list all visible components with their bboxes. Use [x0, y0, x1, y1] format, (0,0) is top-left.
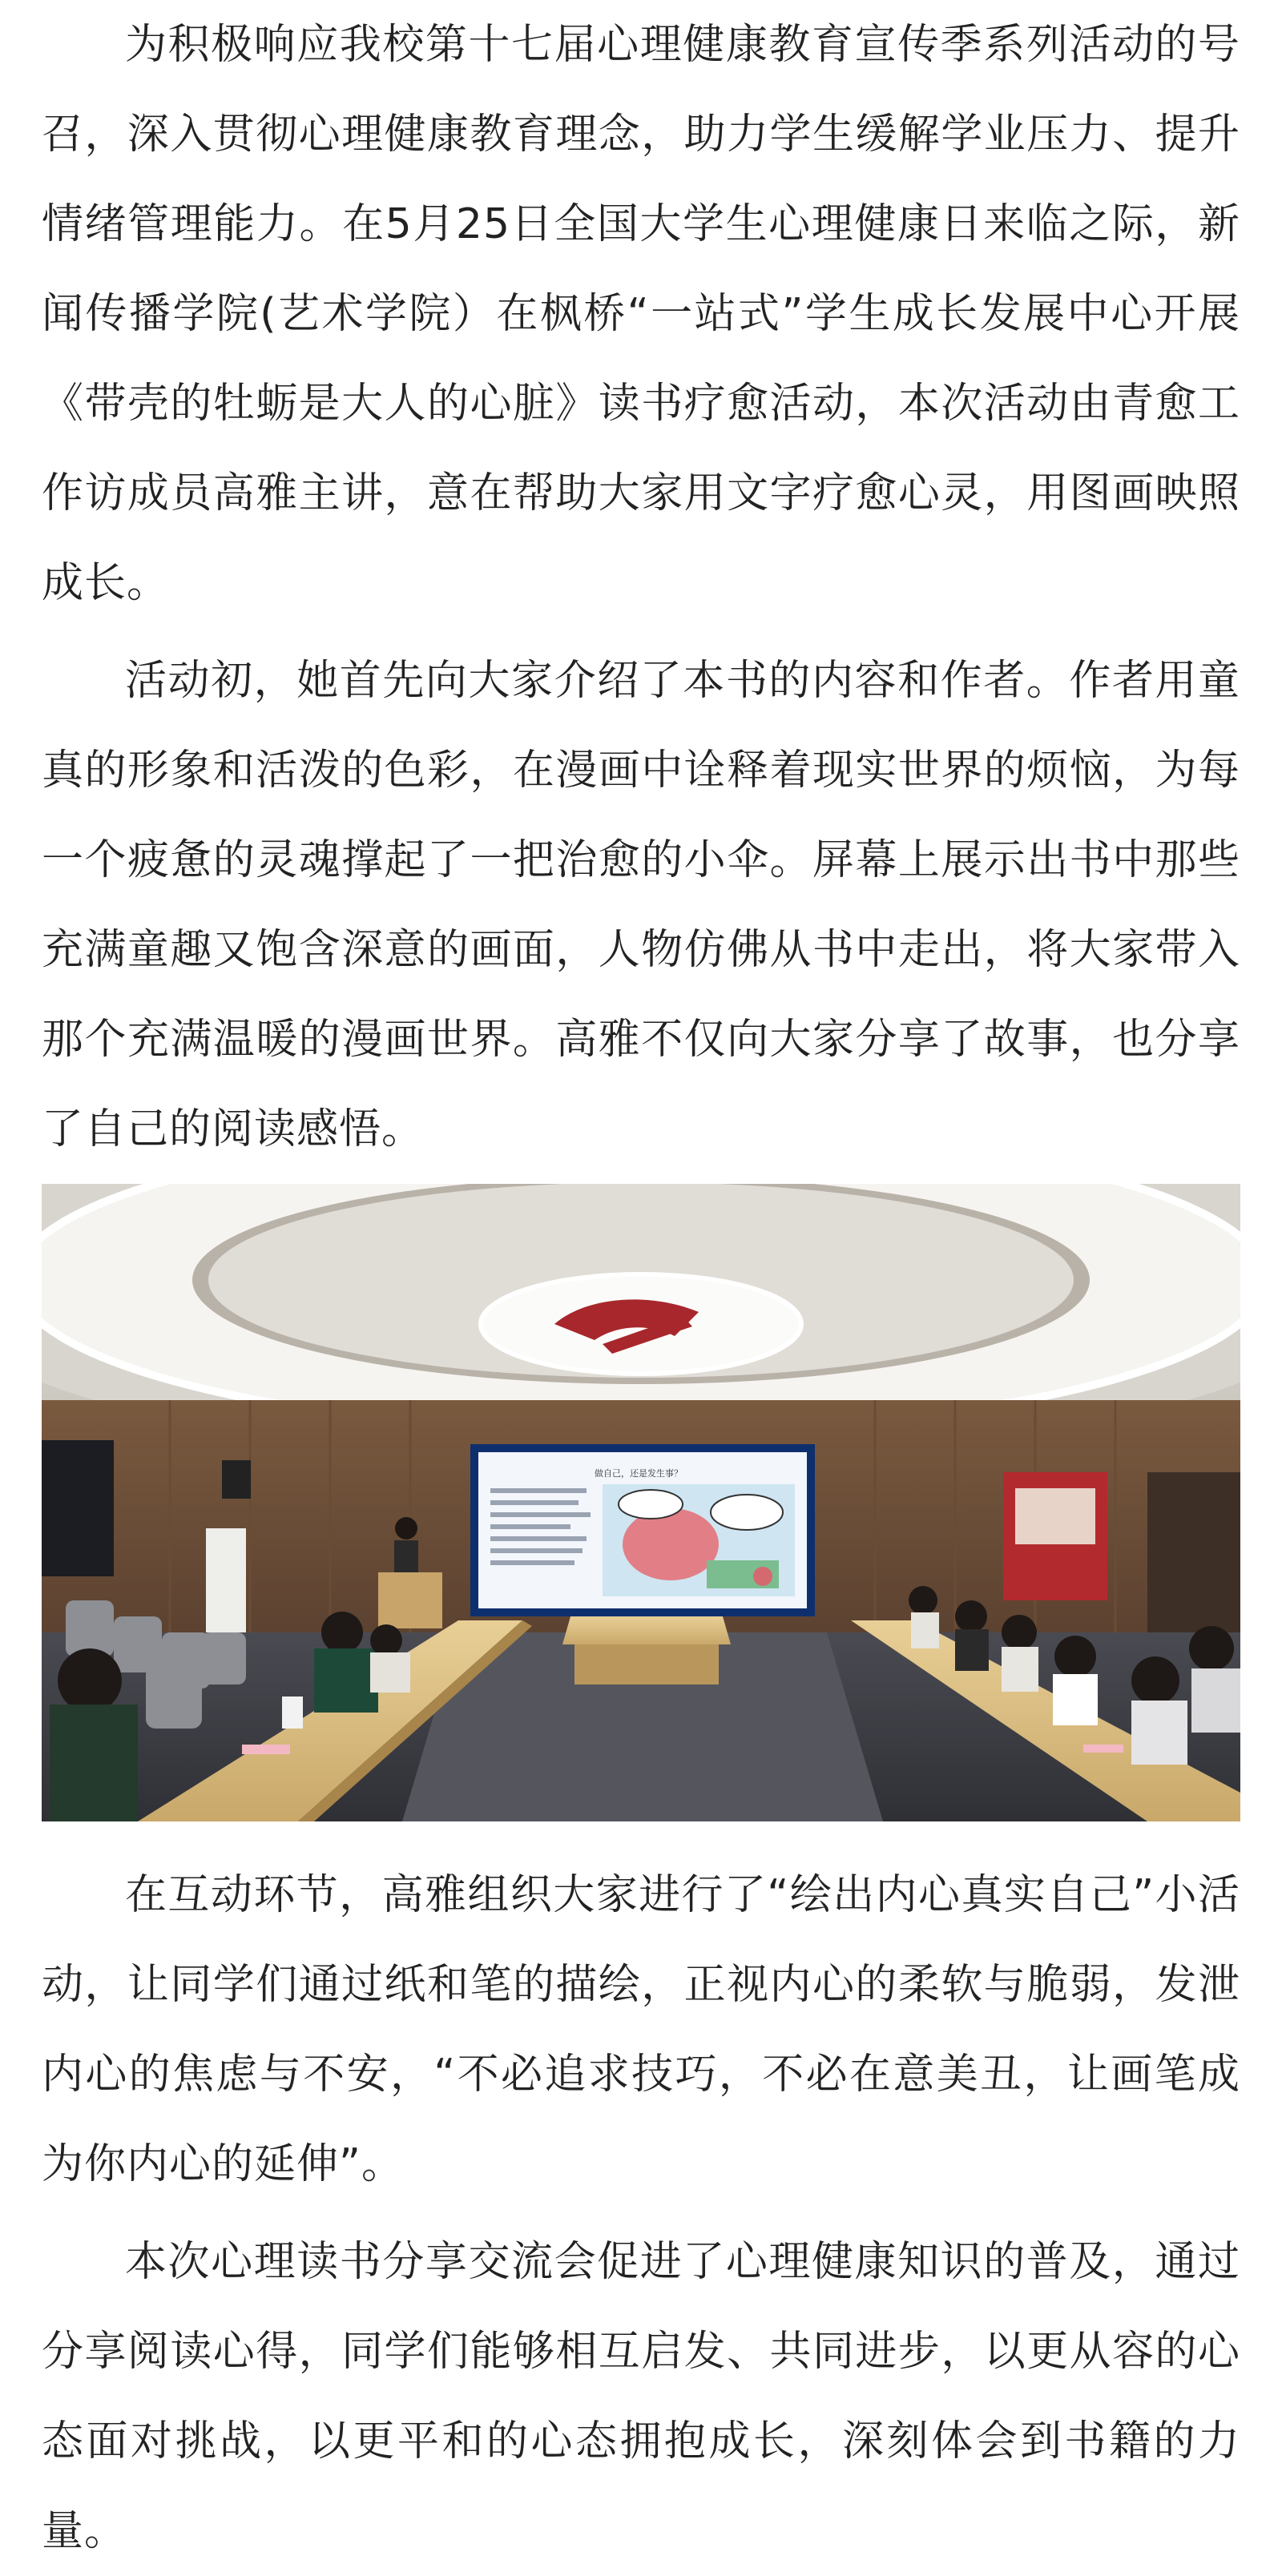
paragraph-conclusion: 本次心理读书分享交流会促进了心理健康知识的普及，通过分享阅读心得，同学们能够相互启发、共同进步，以更从容的心态面对挑战，以更平和的心态拥抱成长，深刻体会到书籍的力量。 — [42, 2238, 1240, 2555]
paragraph-opening: 活动初，她首先向大家介绍了本书的内容和作者。作者用童真的形象和活泼的色彩，在漫画中诠释着现实世界的烦恼，为每一个疲惫的灵魂撑起了一把治愈的小伞。屏幕上展示出书中那些充满童趣又饱含深意的画面，人物仿佛从书中走出，将大家带入那个充满温暖的漫画世界。高雅不仅向大家分享了故事，也分享了自己的阅读感悟。 — [42, 657, 1240, 1153]
event-photo — [42, 1184, 1240, 1821]
screen-title: 做自己，还是发生事？ — [595, 1468, 683, 1479]
paragraph-intro: 为积极响应我校第十七届心理健康教育宣传季系列活动的号召，深入贯彻心理健康教育理念，助力学生缓解学业压力、提升情绪管理能力。在5月25日全国大学生心理健康日来临之际，新闻传播学院(艺术学院）在枫桥“一站式”学生成长发展中心开展《带壳的牡蛎是大人的心脏》读书疗愈活动，本次活动由青愈工作访成员高雅主讲，意在帮助大家用文字疗愈心灵，用图画映照成长。 — [42, 21, 1240, 607]
paragraph-interaction: 在互动环节，高雅组织大家进行了“绘出内心真实自己”小活动，让同学们通过纸和笔的描绘，正视内心的柔软与脆弱，发泄内心的焦虑与不安，“不必追求技巧，不必在意美丑，让画笔成为你内心的延伸”。 — [42, 1871, 1240, 2188]
